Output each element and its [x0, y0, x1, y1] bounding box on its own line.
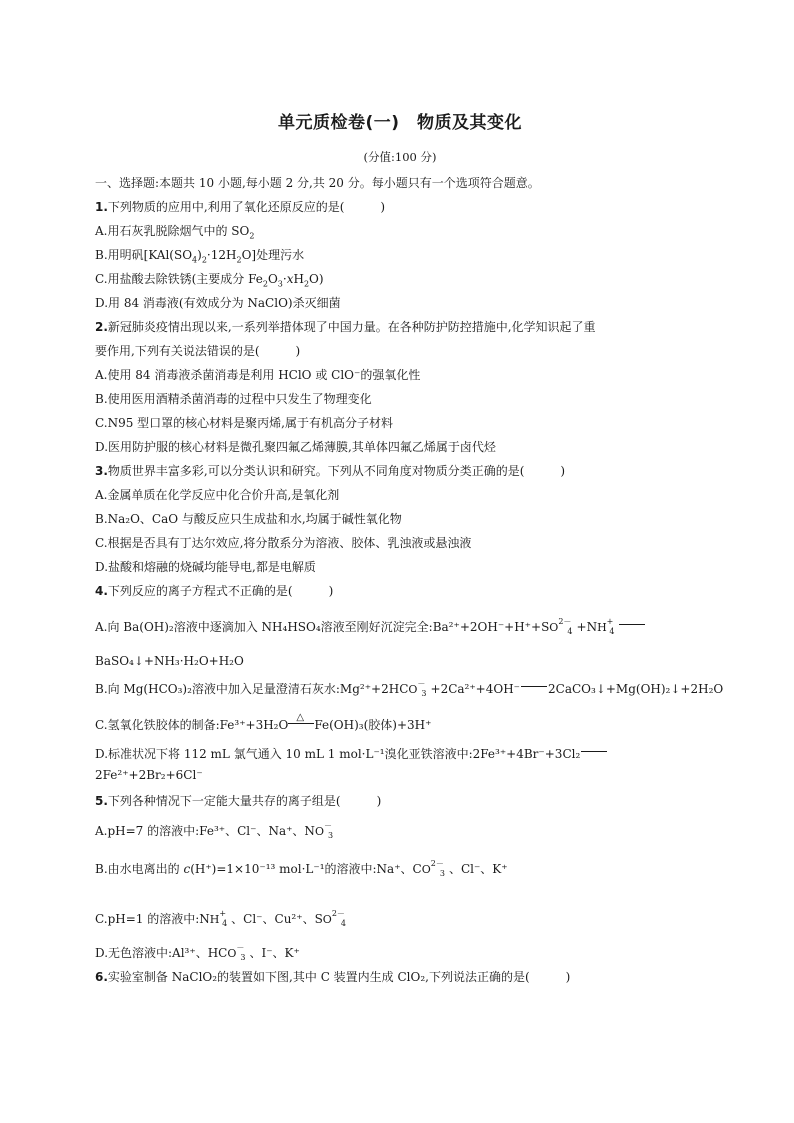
- question-1: [95, 198, 385, 215]
- ion-subscript: 4: [567, 627, 573, 636]
- question-stem: 下列反应的离子方程式不正确的是(: [107, 584, 293, 598]
- option-c: [95, 910, 350, 927]
- option-c: C.N95 型口罩的核心材料是聚丙烯,属于有机高分子材料: [95, 416, 393, 430]
- option-text: 、I⁻、K⁺: [249, 946, 300, 960]
- question-stem: 新冠肺炎疫情出现以来,一系列举措体现了中国力量。在各种防护防控措施中,化学知识起了重: [107, 320, 596, 334]
- ion-letter: O: [421, 863, 431, 876]
- ion-letter: O: [408, 683, 418, 696]
- option-text: +2Ca²⁺+4OH⁻: [430, 682, 521, 696]
- option-c: C.根据是否具有丁达尔效应,将分散系分为溶液、胶体、乳浊液或悬浊液: [95, 536, 472, 550]
- option-text: A.用石灰乳脱除烟气中的 SO: [95, 224, 250, 238]
- ammonium-ion: [209, 909, 231, 928]
- question-number: 3.: [95, 464, 108, 478]
- ion-charge: +: [606, 617, 614, 626]
- ion-subscript: 3: [439, 869, 445, 878]
- option-text: D.标准状况下将 112 mL 氯气通入 10 mL 1 mol·L⁻¹溴化亚铁溶液中:2Fe³⁺+4Br⁻+3Cl₂: [95, 747, 581, 761]
- question-6: [95, 968, 570, 985]
- option-d: [95, 944, 300, 961]
- option-text: x: [286, 272, 294, 286]
- question-paren: ): [328, 584, 334, 598]
- option-b: [95, 860, 508, 877]
- option-b: B.用明矾$[KAl(SO_4)_2\cdot 12H_2O]$处理污水: [95, 248, 305, 265]
- question-paren: ): [380, 200, 386, 214]
- ion-charge: 2－: [558, 617, 572, 626]
- option-text: O]处理污水: [241, 248, 305, 262]
- option-a: A.使用 84 消毒液杀菌消毒是利用 HClO 或 ClO⁻的强氧化性: [95, 368, 421, 382]
- ion-charge: －: [323, 821, 332, 830]
- option-text: B.用明矾[KAl(SO: [95, 248, 193, 262]
- option-text: (H⁺)=1×10⁻¹³ mol·L⁻¹的溶液中:Na⁺、C: [190, 862, 422, 876]
- equals-line: [619, 624, 645, 625]
- question-number: 6.: [95, 970, 108, 984]
- ion-subscript: 3: [421, 689, 427, 698]
- sulfate-ion: [549, 617, 576, 636]
- option-text: 、Cl⁻、K⁺: [448, 862, 508, 876]
- option-text: D.无色溶液中:Al³⁺、HC: [95, 946, 228, 960]
- ammonium-ion: [597, 617, 618, 636]
- ion-subscript: 3: [327, 831, 334, 840]
- question-2-cont: [95, 342, 300, 359]
- option-b: [95, 680, 723, 697]
- question-5: [95, 792, 381, 809]
- option-text: Fe(OH)₃(胶体)+3H⁺: [314, 718, 432, 732]
- ion-charge: －: [236, 943, 245, 952]
- question-stem: 要作用,下列有关说法错误的是(: [95, 344, 260, 358]
- equals-line: [521, 686, 547, 687]
- option-text: 、Cl⁻、Cu²⁺、S: [231, 912, 323, 926]
- option-text: B.向 Mg(HCO₃)₂溶液中加入足量澄清石灰水:Mg²⁺+2HC: [95, 682, 409, 696]
- ion-letter: O: [314, 825, 324, 838]
- bicarbonate-ion: [408, 679, 430, 698]
- carbonate-ion: [421, 859, 449, 878]
- ion-charge: 2－: [430, 859, 444, 868]
- option-text: B.由水电离出的: [95, 862, 184, 876]
- heat-triangle-icon: △: [296, 712, 305, 723]
- question-3: [95, 462, 565, 479]
- ion-letter: O: [227, 947, 237, 960]
- question-2: [95, 318, 596, 335]
- option-c: C.用盐酸去除铁锈(主要成分 $Fe_2O_3\cdot xH_2O$): [95, 272, 324, 289]
- ion-charge: +: [219, 909, 227, 918]
- option-a: [95, 822, 337, 839]
- option-text: c: [183, 862, 191, 876]
- option-a-cont: BaSO₄↓+NH₃·H₂O+H₂O: [95, 654, 244, 668]
- question-stem: 物质世界丰富多彩,可以分类认识和研究。下列从不同角度对物质分类正确的是(: [107, 464, 525, 478]
- option-text: ·: [282, 272, 287, 286]
- option-c: [95, 712, 432, 733]
- question-stem: 下列物质的应用中,利用了氧化还原反应的是(: [107, 200, 345, 214]
- ion-subscript: 3: [240, 953, 246, 962]
- option-text: ): [197, 248, 202, 262]
- option-text: H: [293, 272, 304, 286]
- option-d-cont: 2Fe²⁺+2Br₂+6Cl⁻: [95, 768, 203, 782]
- option-text: A.向 Ba(OH)₂溶液中逐滴加入 NH₄HSO₄溶液至刚好沉淀完全:Ba²⁺+2OH⁻+H⁺+S: [95, 620, 550, 634]
- section-heading: 一、选择题:本题共 10 小题,每小题 2 分,共 20 分。每小题只有一个选项符合题意。: [95, 176, 540, 190]
- option-a: A.金属单质在化学反应中化合价升高,是氧化剂: [95, 488, 340, 502]
- equals-line: [581, 751, 607, 752]
- option-text: ·12H: [206, 248, 237, 262]
- option-b: B.Na₂O、CaO 与酸反应只生成盐和水,均属于碱性氧化物: [95, 512, 402, 526]
- option-text: C.pH=1 的溶液中:N: [95, 912, 210, 926]
- question-paren: ): [565, 970, 571, 984]
- sulfate-ion: [322, 909, 350, 928]
- option-text: O): [309, 272, 324, 286]
- question-stem: 下列各种情况下一定能大量共存的离子组是(: [107, 794, 341, 808]
- question-number: 5.: [95, 794, 108, 808]
- ion-subscript: 4: [222, 919, 228, 928]
- question-number: 4.: [95, 584, 108, 598]
- option-text: +N: [576, 620, 598, 634]
- question-paren: ): [376, 794, 382, 808]
- ion-letter: H: [597, 621, 607, 634]
- ion-subscript: 4: [609, 627, 615, 636]
- ion-charge: 2－: [331, 909, 345, 918]
- bicarbonate-ion: [227, 943, 249, 962]
- ion-letter: O: [322, 913, 332, 926]
- option-b: B.使用医用酒精杀菌消毒的过程中只发生了物理变化: [95, 392, 372, 406]
- heat-condition: [288, 712, 314, 726]
- option-d: [95, 745, 608, 762]
- option-text: O: [267, 272, 278, 286]
- page-title: 单元质检卷(一) 物质及其变化: [277, 113, 523, 133]
- question-stem: 实验室制备 NaClO₂的装置如下图,其中 C 装置内生成 ClO₂,下列说法正确的是(: [107, 970, 530, 984]
- option-text: 2CaCO₃↓+Mg(OH)₂↓+2H₂O: [548, 682, 724, 696]
- ion-letter: O: [549, 621, 559, 634]
- option-a: [95, 618, 646, 635]
- ion-subscript: 4: [340, 919, 347, 928]
- option-text: A.pH=7 的溶液中:Fe³⁺、Cl⁻、Na⁺、N: [95, 824, 315, 838]
- question-paren: ): [295, 344, 301, 358]
- ion-charge: －: [417, 679, 426, 688]
- option-d: D.用 84 消毒液(有效成分为 NaClO)杀灭细菌: [95, 296, 341, 310]
- question-number: 1.: [95, 200, 108, 214]
- option-text: C.用盐酸去除铁锈(主要成分 Fe: [95, 272, 263, 286]
- question-paren: ): [560, 464, 566, 478]
- ion-letter: H: [209, 913, 220, 926]
- question-number: 2.: [95, 320, 108, 334]
- option-a: A.用石灰乳脱除烟气中的 $SO_2$: [95, 224, 255, 241]
- question-4: [95, 582, 333, 599]
- score-note: (分值:100 分): [363, 150, 437, 164]
- exam-page: [95, 108, 724, 984]
- option-d: D.盐酸和熔融的烧碱均能导电,都是电解质: [95, 560, 316, 574]
- option-d: D.医用防护服的核心材料是微孔聚四氟乙烯薄膜,其单体四氟乙烯属于卤代烃: [95, 440, 496, 454]
- option-text: C.氢氧化铁胶体的制备:Fe³⁺+3H₂O: [95, 718, 289, 732]
- nitrate-ion: [314, 821, 337, 840]
